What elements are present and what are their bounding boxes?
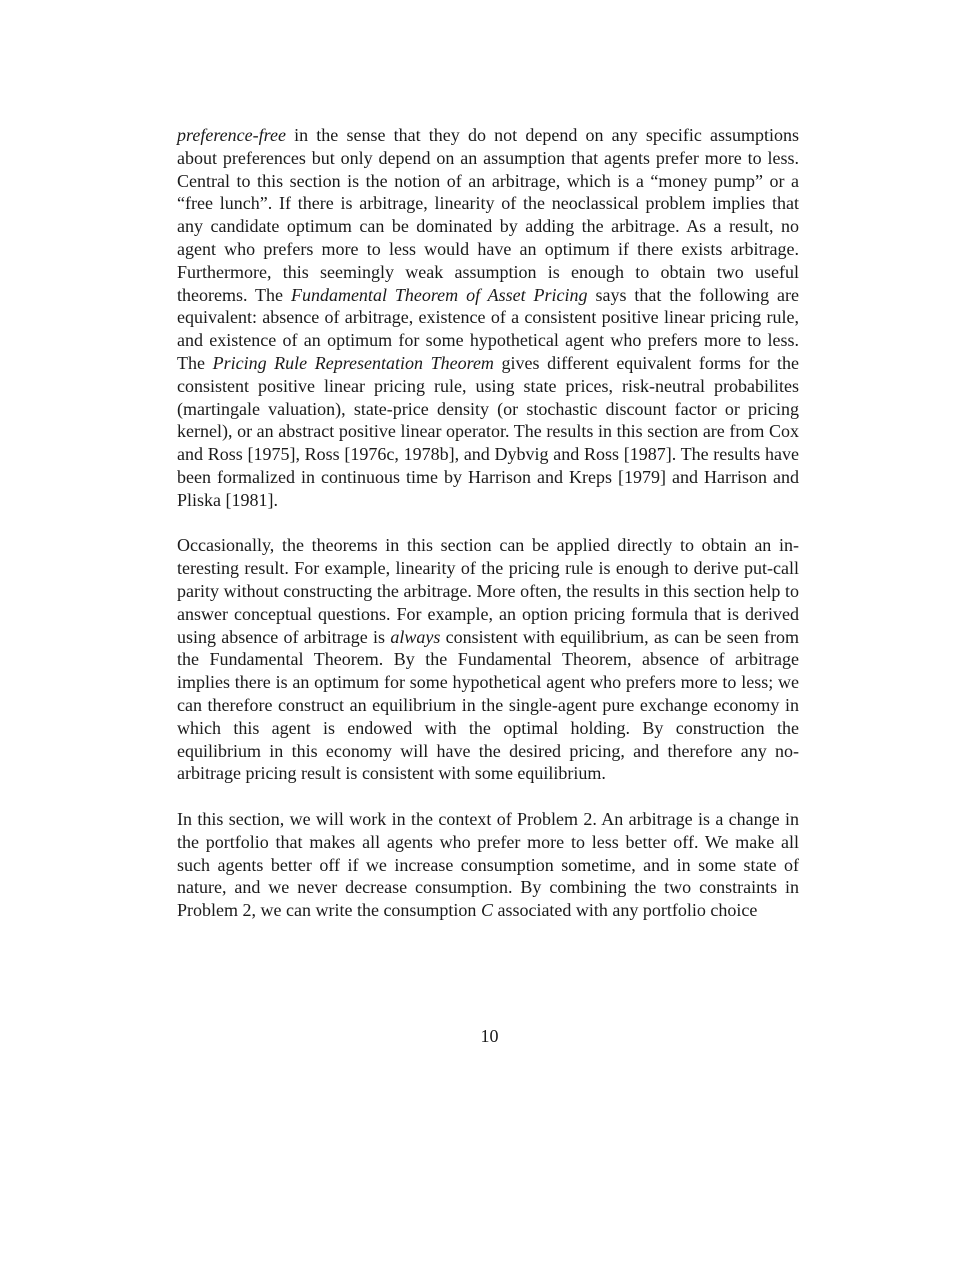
text-run: In this section, we will work in the context of Problem 2. An arbitrage is a change in the portfolio that makes all agents who prefer more to less better off. We make all such agents better off if we increase consumption sometime, and in some state of nature, and we never decrease consumption. By combining the two constraints in Problem 2, we can write the consumption: [177, 808, 799, 921]
paragraph-problem-context: [177, 808, 799, 922]
text-run: Occasionally, the theorems in this section can be applied directly to obtain an interesting result. For example, linearity of the pricing rule is enough to derive put-call parity without constructing the arbitrage. More often, the results in this section help to answer conceptual questions. For example, an option pricing formula that is derived using absence of arbitrage is: [177, 535, 799, 647]
italic-term-pricing-rule-theorem: Pricing Rule Representation Theorem: [212, 352, 494, 373]
italic-term-preference-free: preference-free: [177, 125, 286, 145]
paragraph-arbitrage-overview: [177, 124, 799, 512]
paragraph-applications: [177, 534, 799, 785]
text-run: says that the following are equivalent: absence of arbitrage, existence of a consistent positive linear pricing rule, and existence of an optimum for some hypothetical agent who prefers more to less. The: [177, 284, 800, 373]
body-text: [177, 124, 799, 922]
text-run: consistent with equilibrium, as can be seen from the Fundamental Theorem. By the Fundamental Theorem, absence of arbitrage implies there is an optimum for some hypothetical agent who prefers more to less; we can therefore construct an equilibrium in the single-agent pure exchange economy in which this agent is endowed with the optimal holding. By construction the equilibrium in this economy will have the desired pricing, and therefore any no-arbitrage pricing result is consistent with some equilibrium.: [177, 626, 799, 784]
text-run: associated with any portfolio choice: [492, 900, 758, 921]
text-run: in the sense that they do not depend on any specific assumptions about preferences but only depend on an assumption that agents prefer more to less. Central to this section is the notion of an arbitrage, which is a “money pump” or a “free lunch”. If there is arbitrage, linearity of the neoclassical problem implies that any candidate optimum can be dominated by adding the arbitrage. As a result, no agent who prefers more to less would have an optimum if there exists arbitrage. Furthermore, this seemingly weak assumption is enough to obtain two useful theorems. The: [177, 125, 799, 305]
italic-word-always: always: [390, 626, 441, 647]
italic-term-fundamental-theorem: Fundamental Theorem of Asset Pricing: [290, 284, 588, 305]
math-symbol-c: C: [480, 900, 493, 921]
text-run: gives different equivalent forms for the consistent positive linear pricing rule, using state prices, risk-neutral probabilites (martingale valuation), state-price density (or stochastic discount factor or pricing kernel), or an abstract positive linear operator. The results in this section are from Cox and Ross [1975], Ross [1976c, 1978b], and Dybvig and Ross [1987]. The results have been formalized in continuous time by Harrison and Kreps [1979] and Harrison and Pliska [1981].: [177, 352, 800, 510]
page-number: 10: [480, 1026, 499, 1046]
